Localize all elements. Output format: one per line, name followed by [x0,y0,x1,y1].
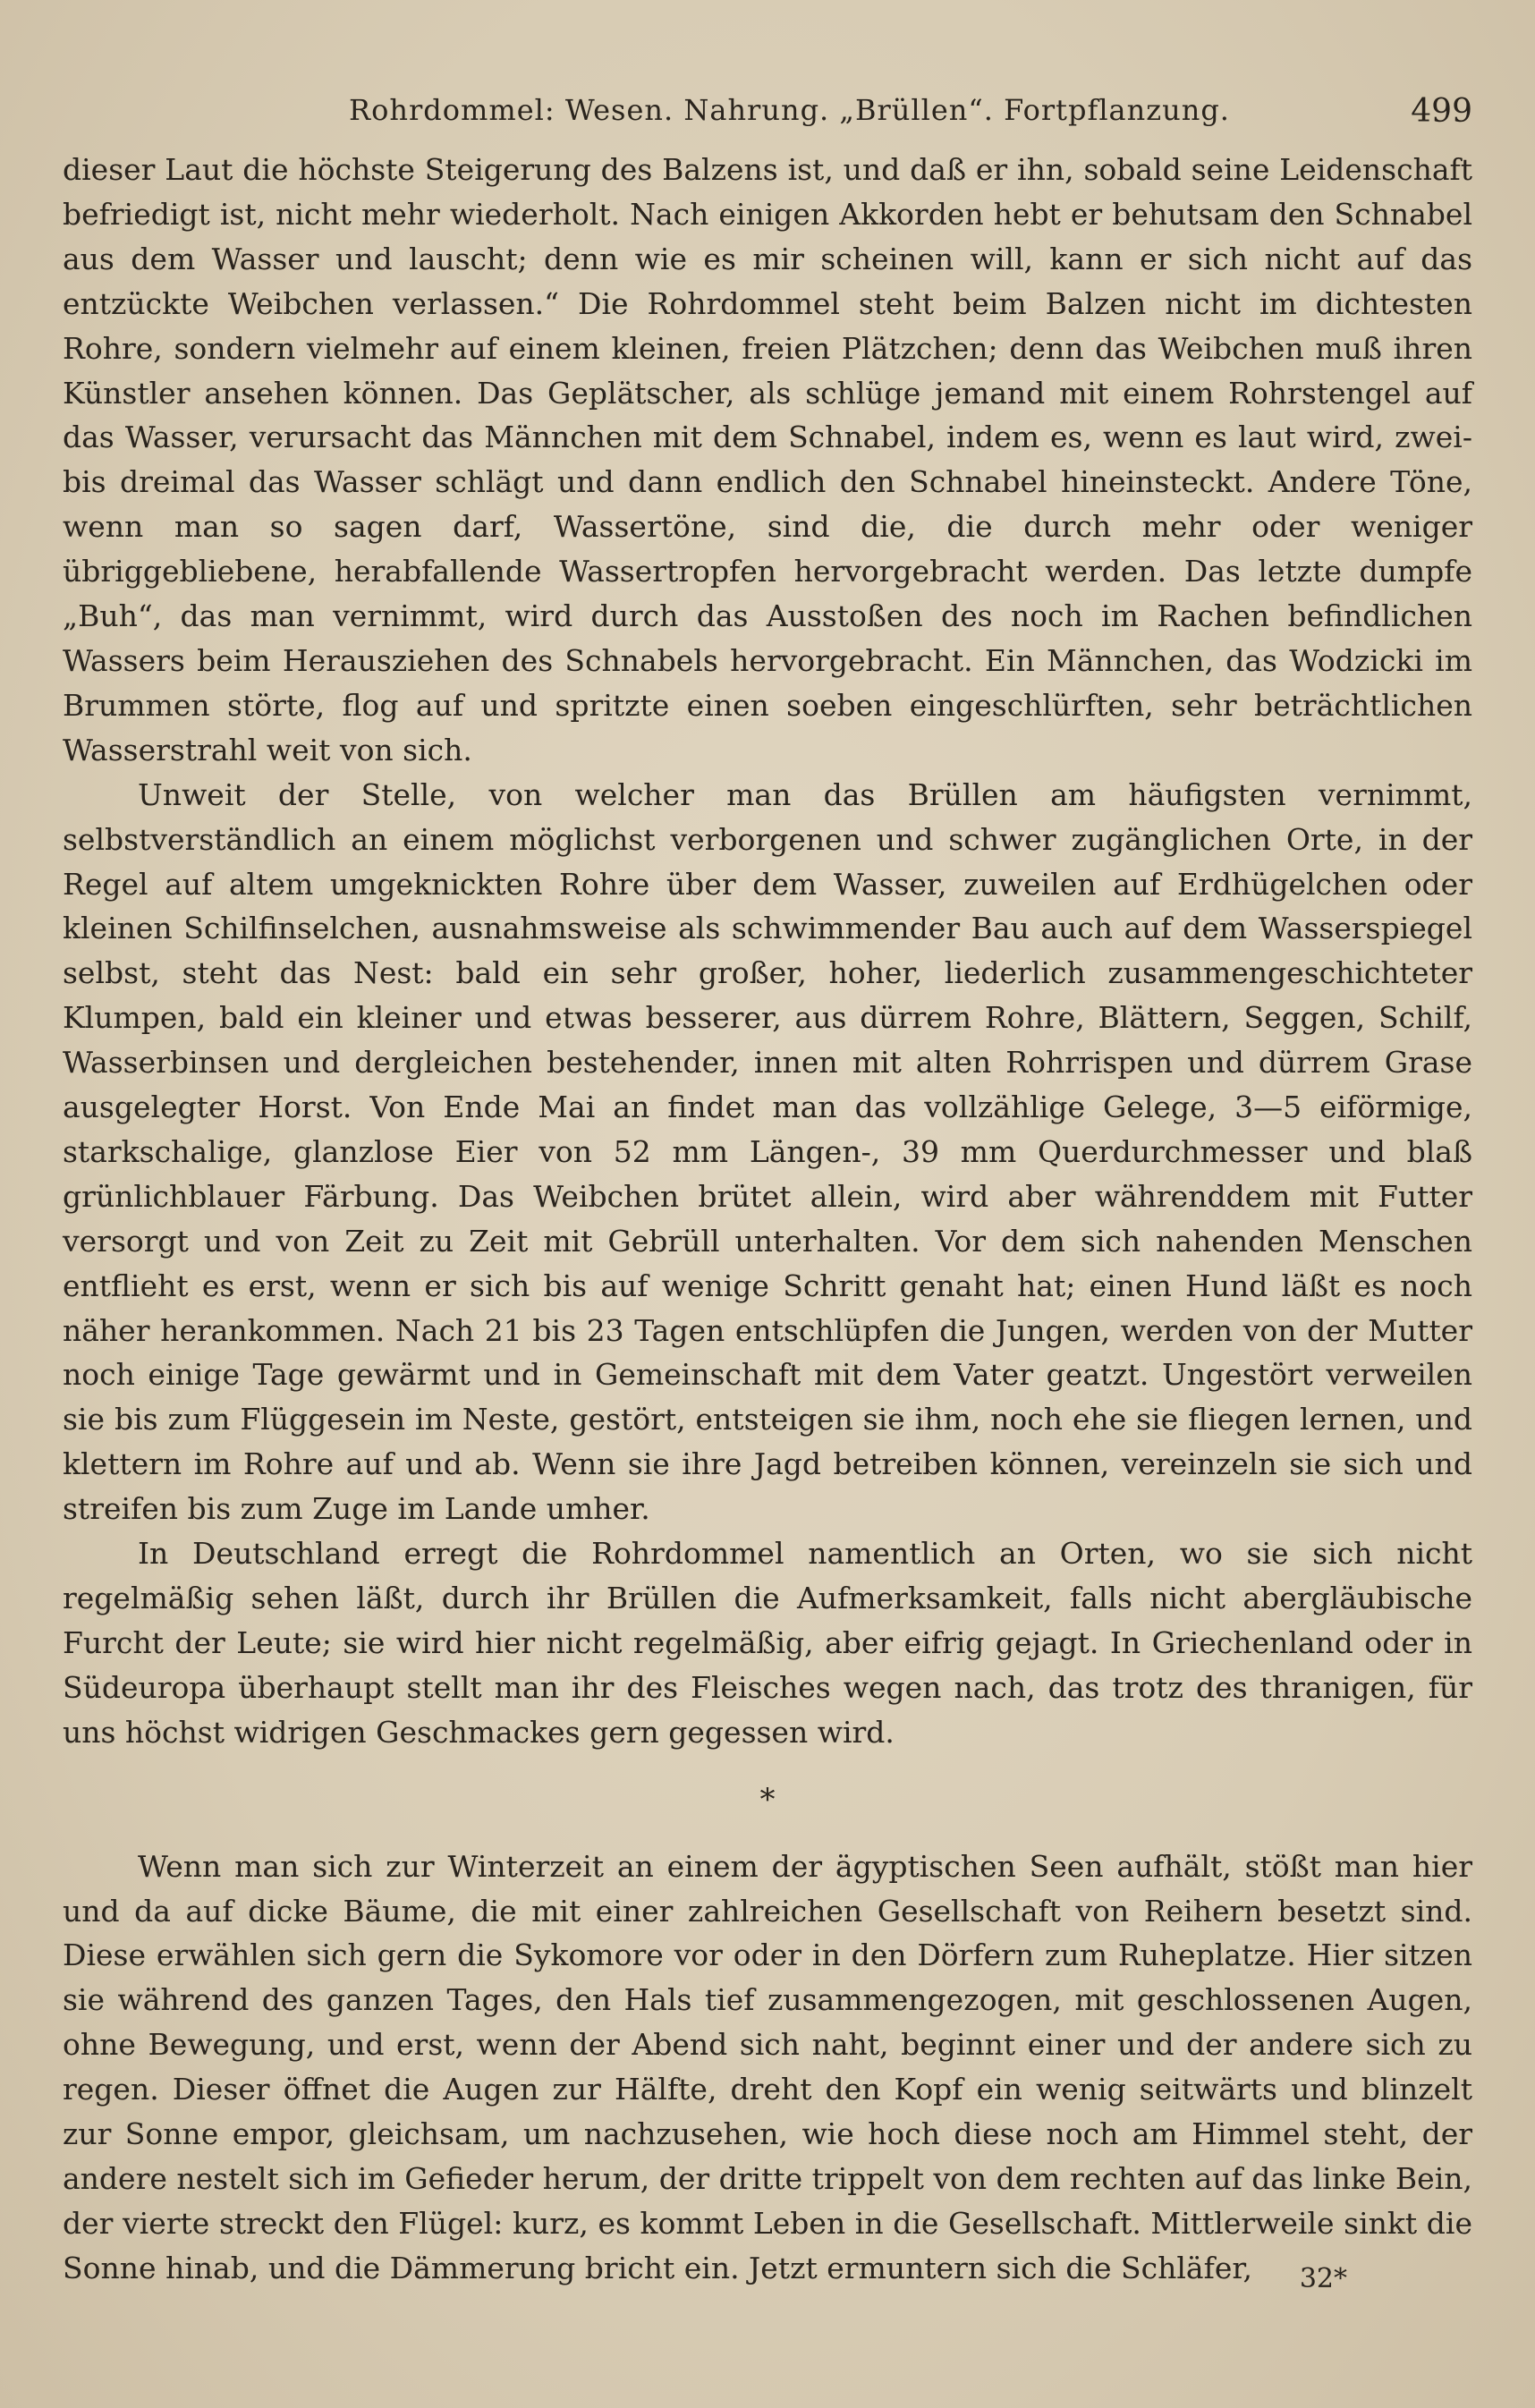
running-head: Rohrdommel: Wesen. Nahrung. „Brüllen“. Fortpflanzung. [349,93,1230,127]
signature-mark: 32* [1299,2263,1347,2294]
page-number: 499 [1411,93,1472,130]
page-body [63,148,1472,2291]
section-separator: * [759,1781,776,1818]
paragraph-nest: Unweit der Stelle, von welcher man das Brüllen am häufigsten vernimmt, selbstverständlich an einem möglichst verborgenen und schwer zugänglichen Orte, in der Regel auf altem umgeknickten Rohre über dem Wasser, zuweilen auf Erdhügelchen oder kleinen Schilfinselchen, ausnahmsweise als schwimmender Bau auch auf dem Wasserspiegel selbst, steht das Nest: bald ein sehr großer, hoher, liederlich zusammengeschichteter Klumpen, bald ein kleiner und etwas besserer, aus dürrem Rohre, Blättern, Seggen, Schilf, Wasserbinsen und dergleichen bestehender, innen mit alten Rohrrispen und dürrem Grase ausgelegter Horst. Von Ende Mai an findet man das vollzählige Gelege, 3—5 eiförmige, starkschalige, glanzlose Eier von 52 mm Längen-, 39 mm Querdurchmesser und blaß grünlichblauer Färbung. Das Weibchen brütet allein, wird aber währenddem mit Futter versorgt und von Zeit zu Zeit mit Gebrüll unterhalten. Vor dem sich nahenden Menschen entflieht es erst, wenn er sich bis auf wenige Schritt genaht hat; einen Hund läßt es noch näher herankommen. Nach 21 bis 23 Tagen entschlüpfen die Jungen, werden von der Mutter noch einige Tage gewärmt und in Gemeinschaft mit dem Vater geatzt. Ungestört verweilen sie bis zum Flüggesein im Neste, gestört, entsteigen sie ihm, noch ehe sie fliegen lernen, und klettern im Rohre auf und ab. Wenn sie ihre Jagd betreiben können, vereinzeln sie sich und streifen bis zum Zuge im Lande umher. [63,776,1472,1527]
paragraph-herons: Wenn man sich zur Winterzeit an einem der ägyptischen Seen aufhält, stößt man hier und da auf dicke Bäume, die mit einer zahlreichen Gesellschaft von Reihern besetzt sind. Diese erwählen sich gern die Sykomore vor oder in den Dörfern zum Ruheplatze. Hier sitzen sie während des ganzen Tages, den Hals tief zusammengezogen, mit geschlossenen Augen, ohne Bewegung, und erst, wenn der Abend sich naht, beginnt einer und der andere sich zu regen. Dieser öffnet die Augen zur Hälfte, dreht den Kopf ein wenig seitwärts und blinzelt zur Sonne empor, gleichsam, um nachzusehen, wie hoch diese noch am Himmel steht, der andere nestelt sich im Gefieder herum, der dritte trippelt von dem rechten auf das linke Bein, der vierte streckt den Flügel: kurz, es kommt Leben in die Gesellschaft. Mittlerweile sinkt die Sonne hinab, und die Dämmerung bricht ein. Jetzt ermuntern sich die Schläfer, [63,1848,1472,2285]
page-header [63,93,1472,138]
paragraph-hunting: In Deutschland erregt die Rohrdommel namentlich an Orten, wo sie sich nicht regelmäßig sehen läßt, durch ihr Brüllen die Aufmerksamkeit, falls nicht abergläubische Furcht der Leute; sie wird hier nicht regelmäßig, aber eifrig gejagt. In Griechenland oder in Südeuropa überhaupt stellt man ihr des Fleisches wegen nach, das trotz des thranigen, für uns höchst widrigen Geschmackes gern gegessen wird. [63,1536,1472,1750]
paragraph-continuation: dieser Laut die höchste Steigerung des Balzens ist, und daß er ihn, sobald seine Leidenschaft befriedigt ist, nicht mehr wiederholt. Nach einigen Akkorden hebt er behutsam den Schnabel aus dem Wasser und lauscht; denn wie es mir scheinen will, kann er sich nicht auf das entzückte Weibchen verlassen.“ Die Rohrdommel steht beim Balzen nicht im dichtesten Rohre, sondern vielmehr auf einem kleinen, freien Plätzchen; denn das Weibchen muß ihren Künstler ansehen können. Das Geplätscher, als schlüge jemand mit einem Rohrstengel auf das Wasser, verursacht das Männchen mit dem Schnabel, indem es, wenn es laut wird, zwei- bis dreimal das Wasser schlägt und dann endlich den Schnabel hineinsteckt. Andere Töne, wenn man so sagen darf, Wassertöne, sind die, die durch mehr oder weniger übriggebliebene, herabfallende Wassertropfen hervorgebracht werden. Das letzte dumpfe „Buh“, das man vernimmt, wird durch das Ausstoßen des noch im Rachen befindlichen Wassers beim Herausziehen des Schnabels hervorgebracht. Ein Männchen, das Wodzicki im Brummen störte, flog auf und spritzte einen soeben eingeschlürften, sehr beträchtlichen Wasserstrahl weit von sich. [63,152,1472,767]
